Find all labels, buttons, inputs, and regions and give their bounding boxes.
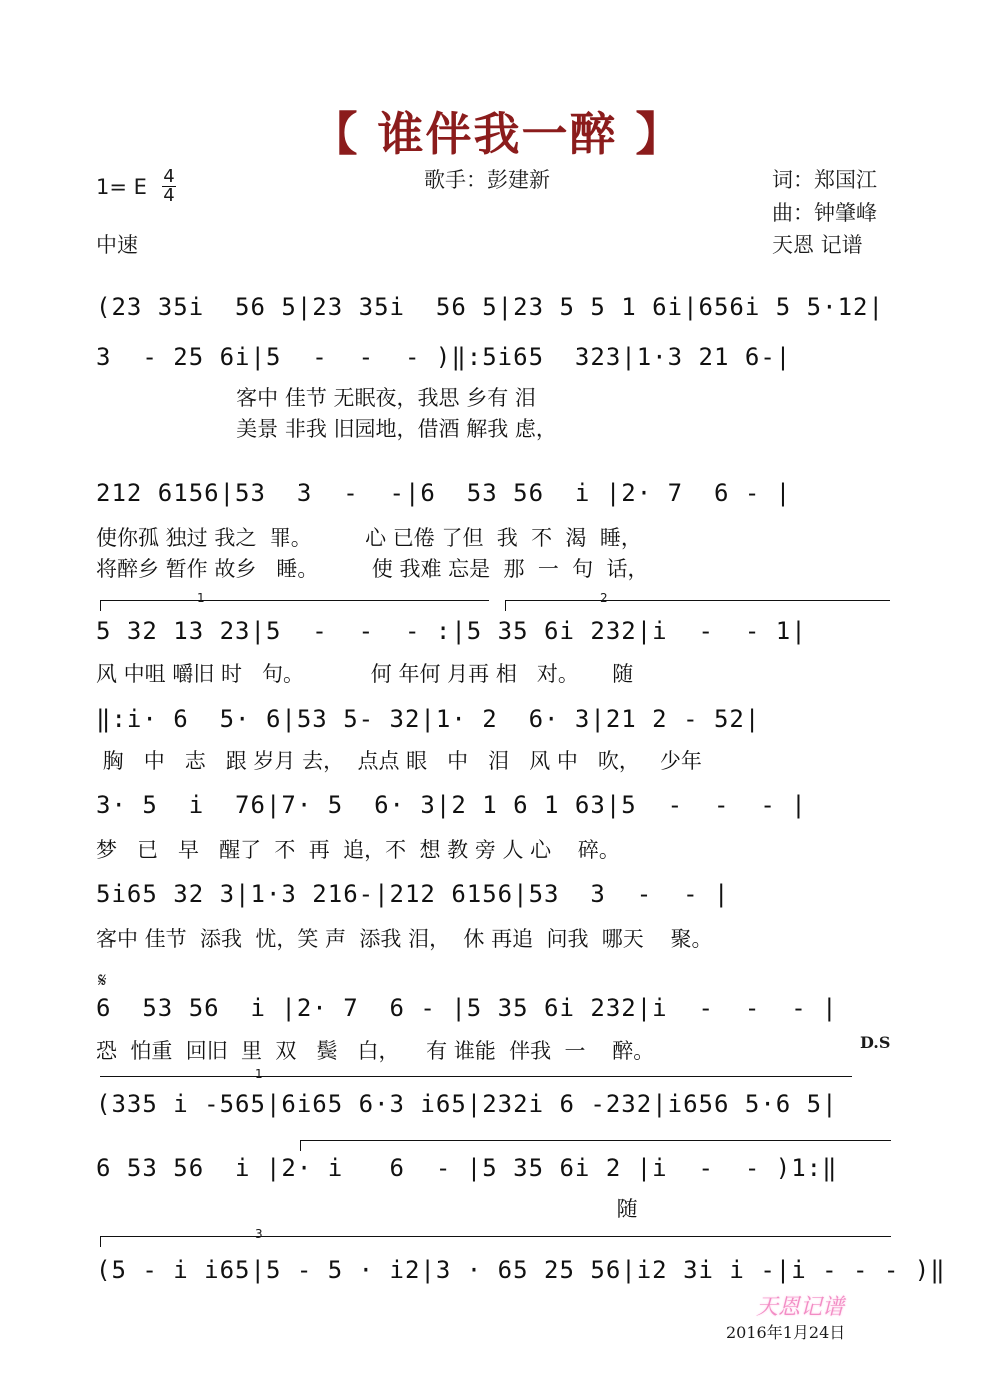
score-line-2 [96, 343, 896, 383]
song-title: 【 谁伴我一醉 】 [311, 107, 684, 161]
dal-segno-marking: D.S [860, 1033, 891, 1052]
lyric-line-2b: 美景 非我 旧园地，借酒 解我 虑， [96, 417, 557, 441]
volta-number-3: 3 [255, 1227, 263, 1241]
lyric-line-5: 胸 中 志 跟 岁月 去， 点点 眼 中 泪 风 中 吹， 少年 [96, 749, 702, 773]
notation: (23 35i 56 5|23 35i 56 5|23 5 5 1 6i|656i 5 5·12| [96, 293, 884, 321]
score-line-4 [96, 617, 896, 657]
lyric-line-3a: 使你孤 独过 我之 罪。 心 已倦 了但 我 不 渴 睡， [96, 526, 642, 550]
segno-icon: 𝄋 [98, 968, 107, 992]
notation: 212 6156|53 3 - -|6 53 56 i |2· 7 6 - | [96, 479, 792, 507]
lyric-line-4: 风 中咀 嚼旧 时 句。 何 年何 月再 相 对。 随 [96, 662, 634, 686]
score-line-1 [96, 293, 896, 333]
notation: 6 53 56 i |2· i 6 - |5 35 6i 2 |i - - )1:‖ [96, 1154, 838, 1182]
transcriber-stamp: 天恩记谱 [756, 1295, 845, 1320]
notation: 3· 5 i 76|7· 5 6· 3|2 1 6 1 63|5 - - - | [96, 791, 807, 819]
notation: (335 i -565|6i65 6·3 i65|232i 6 -232|i656 5·6 5| [96, 1090, 838, 1118]
time-signature [160, 168, 178, 205]
score-line-6 [96, 791, 896, 831]
lyric-line-8: 恐 怕重 回旧 里 双 鬓 白， 有 谁能 伴我 一 醉。 [96, 1039, 655, 1063]
lyricist-credit: 词：郑国江 [772, 168, 877, 192]
singer-credit: 歌手：彭建新 [424, 168, 550, 192]
score-line-3 [96, 479, 896, 519]
notation: 3 - 25 6i|5 - - - )‖:5i65 323|1·3 21 6-| [96, 343, 792, 371]
lyric-line-7: 客中 佳节 添我 忧，笑 声 添我 泪， 休 再追 问我 哪天 聚。 [96, 927, 713, 951]
time-sig-bottom: 4 [163, 185, 175, 206]
lyric-line-2a: 客中 佳节 无眠夜，我思 乡有 泪 [96, 386, 536, 410]
slur-bracket-1 [100, 1076, 852, 1087]
bracket-number-1: 1 [255, 1067, 263, 1081]
volta-bracket-3 [100, 1236, 891, 1247]
volta-bracket-final [300, 1140, 891, 1151]
composer-credit: 曲：钟肇峰 [772, 201, 877, 225]
score-line-7 [96, 880, 896, 920]
key-label: 1= E [96, 175, 147, 199]
lyric-line-10: 随 [96, 1197, 638, 1221]
notation: 6 53 56 i |2· 7 6 - |5 35 6i 232|i - - - | [96, 994, 838, 1022]
score-line-9 [96, 1090, 896, 1130]
score-line-8 [96, 994, 896, 1034]
transcriber-credit: 天恩 记谱 [772, 233, 863, 257]
notation: (5 - i i65|5 - 5 · i2|3 · 65 25 56|i2 3i i -|i - - - )‖ [96, 1256, 946, 1284]
notation: 5i65 32 3|1·3 216-|212 6156|53 3 - - | [96, 880, 730, 908]
time-sig-top: 4 [163, 166, 175, 187]
lyric-line-6: 梦 已 早 醒了 不 再 追，不 想 教 旁 人 心 碎。 [96, 838, 620, 862]
transcription-date: 2016年1月24日 [726, 1323, 846, 1342]
notation: ‖:i· 6 5· 6|53 5- 32|1· 2 6· 3|21 2 - 52| [96, 705, 761, 733]
volta-bracket-1 [100, 600, 489, 611]
volta-number-1: 1 [197, 591, 205, 605]
volta-bracket-2 [505, 600, 890, 611]
lyric-line-3b: 将醉乡 暂作 故乡 睡。 使 我难 忘是 那 一 句 话， [96, 557, 649, 581]
tempo-marking: 中速 [96, 233, 138, 257]
score-line-5 [96, 705, 896, 745]
key-signature [96, 175, 147, 199]
notation: 5 32 13 23|5 - - - :|5 35 6i 232|i - - 1| [96, 617, 807, 645]
score-line-10 [96, 1154, 896, 1194]
volta-number-2: 2 [600, 591, 608, 605]
